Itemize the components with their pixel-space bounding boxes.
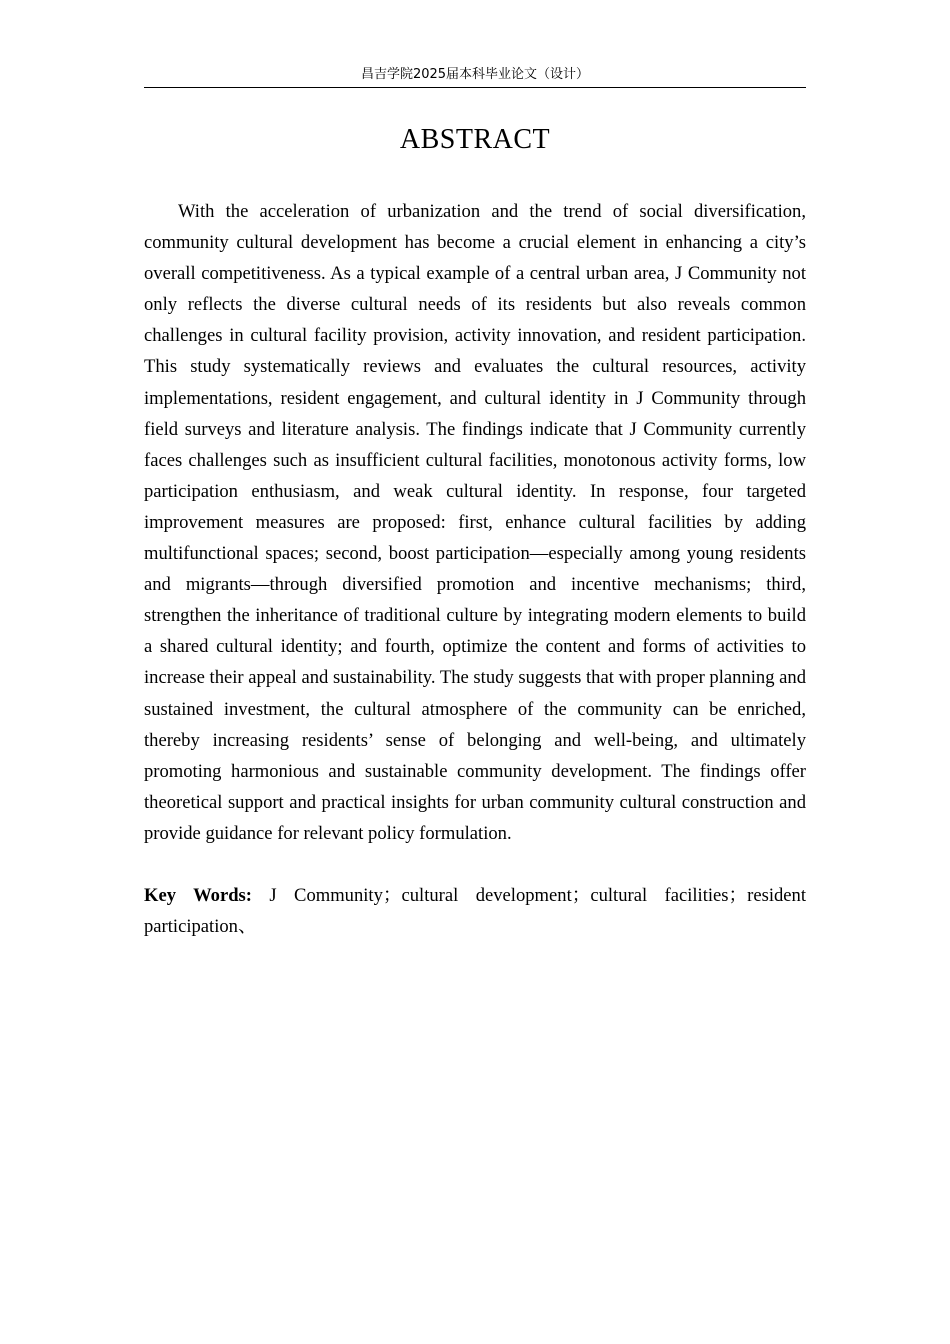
header-rule (144, 87, 806, 88)
abstract-body: With the acceleration of urbanization and the trend of social diversification, community cultural development has become a crucial element in enhancing a city’s overall competitiveness. As a typical example of a central urban area, J Community not only reflects the diverse cultural needs of its residents but also reveals common challenges in cultural facility provision, activity innovation, and resident participation. This study systematically reviews and evaluates the cultural resources, activity implementations, resident engagement, and cultural identity in J Community through field surveys and literature analysis. The findings indicate that J Community currently faces challenges such as insufficient cultural facilities, monotonous activity forms, low participation enthusiasm, and weak cultural identity. In response, four targeted improvement measures are proposed: first, enhance cultural facilities by adding multifunctional spaces; second, boost participation—especially among young residents and migrants—through diversified promotion and incentive mechanisms; third, strengthen the inheritance of traditional culture by integrating modern elements to build a shared cultural identity; and fourth, optimize the content and forms of activities to increase their appeal and sustainability. The study suggests that with proper planning and sustained investment, the cultural atmosphere of the community can be enriched, thereby increasing residents’ sense of belonging and well-being, and ultimately promoting harmonious and sustainable community development. The findings offer theoretical support and practical insights for urban community cultural construction and provide guidance for relevant policy formulation. (144, 201, 806, 844)
abstract-title: ABSTRACT (399, 124, 551, 155)
running-header: 昌吉学院2025届本科毕业论文（设计） (360, 67, 590, 82)
keywords-paragraph (144, 880, 806, 942)
keywords-label: Key Words: (144, 885, 252, 906)
keywords-text: J Community；cultural development；cultural facilities；resident participation、 (144, 885, 806, 938)
